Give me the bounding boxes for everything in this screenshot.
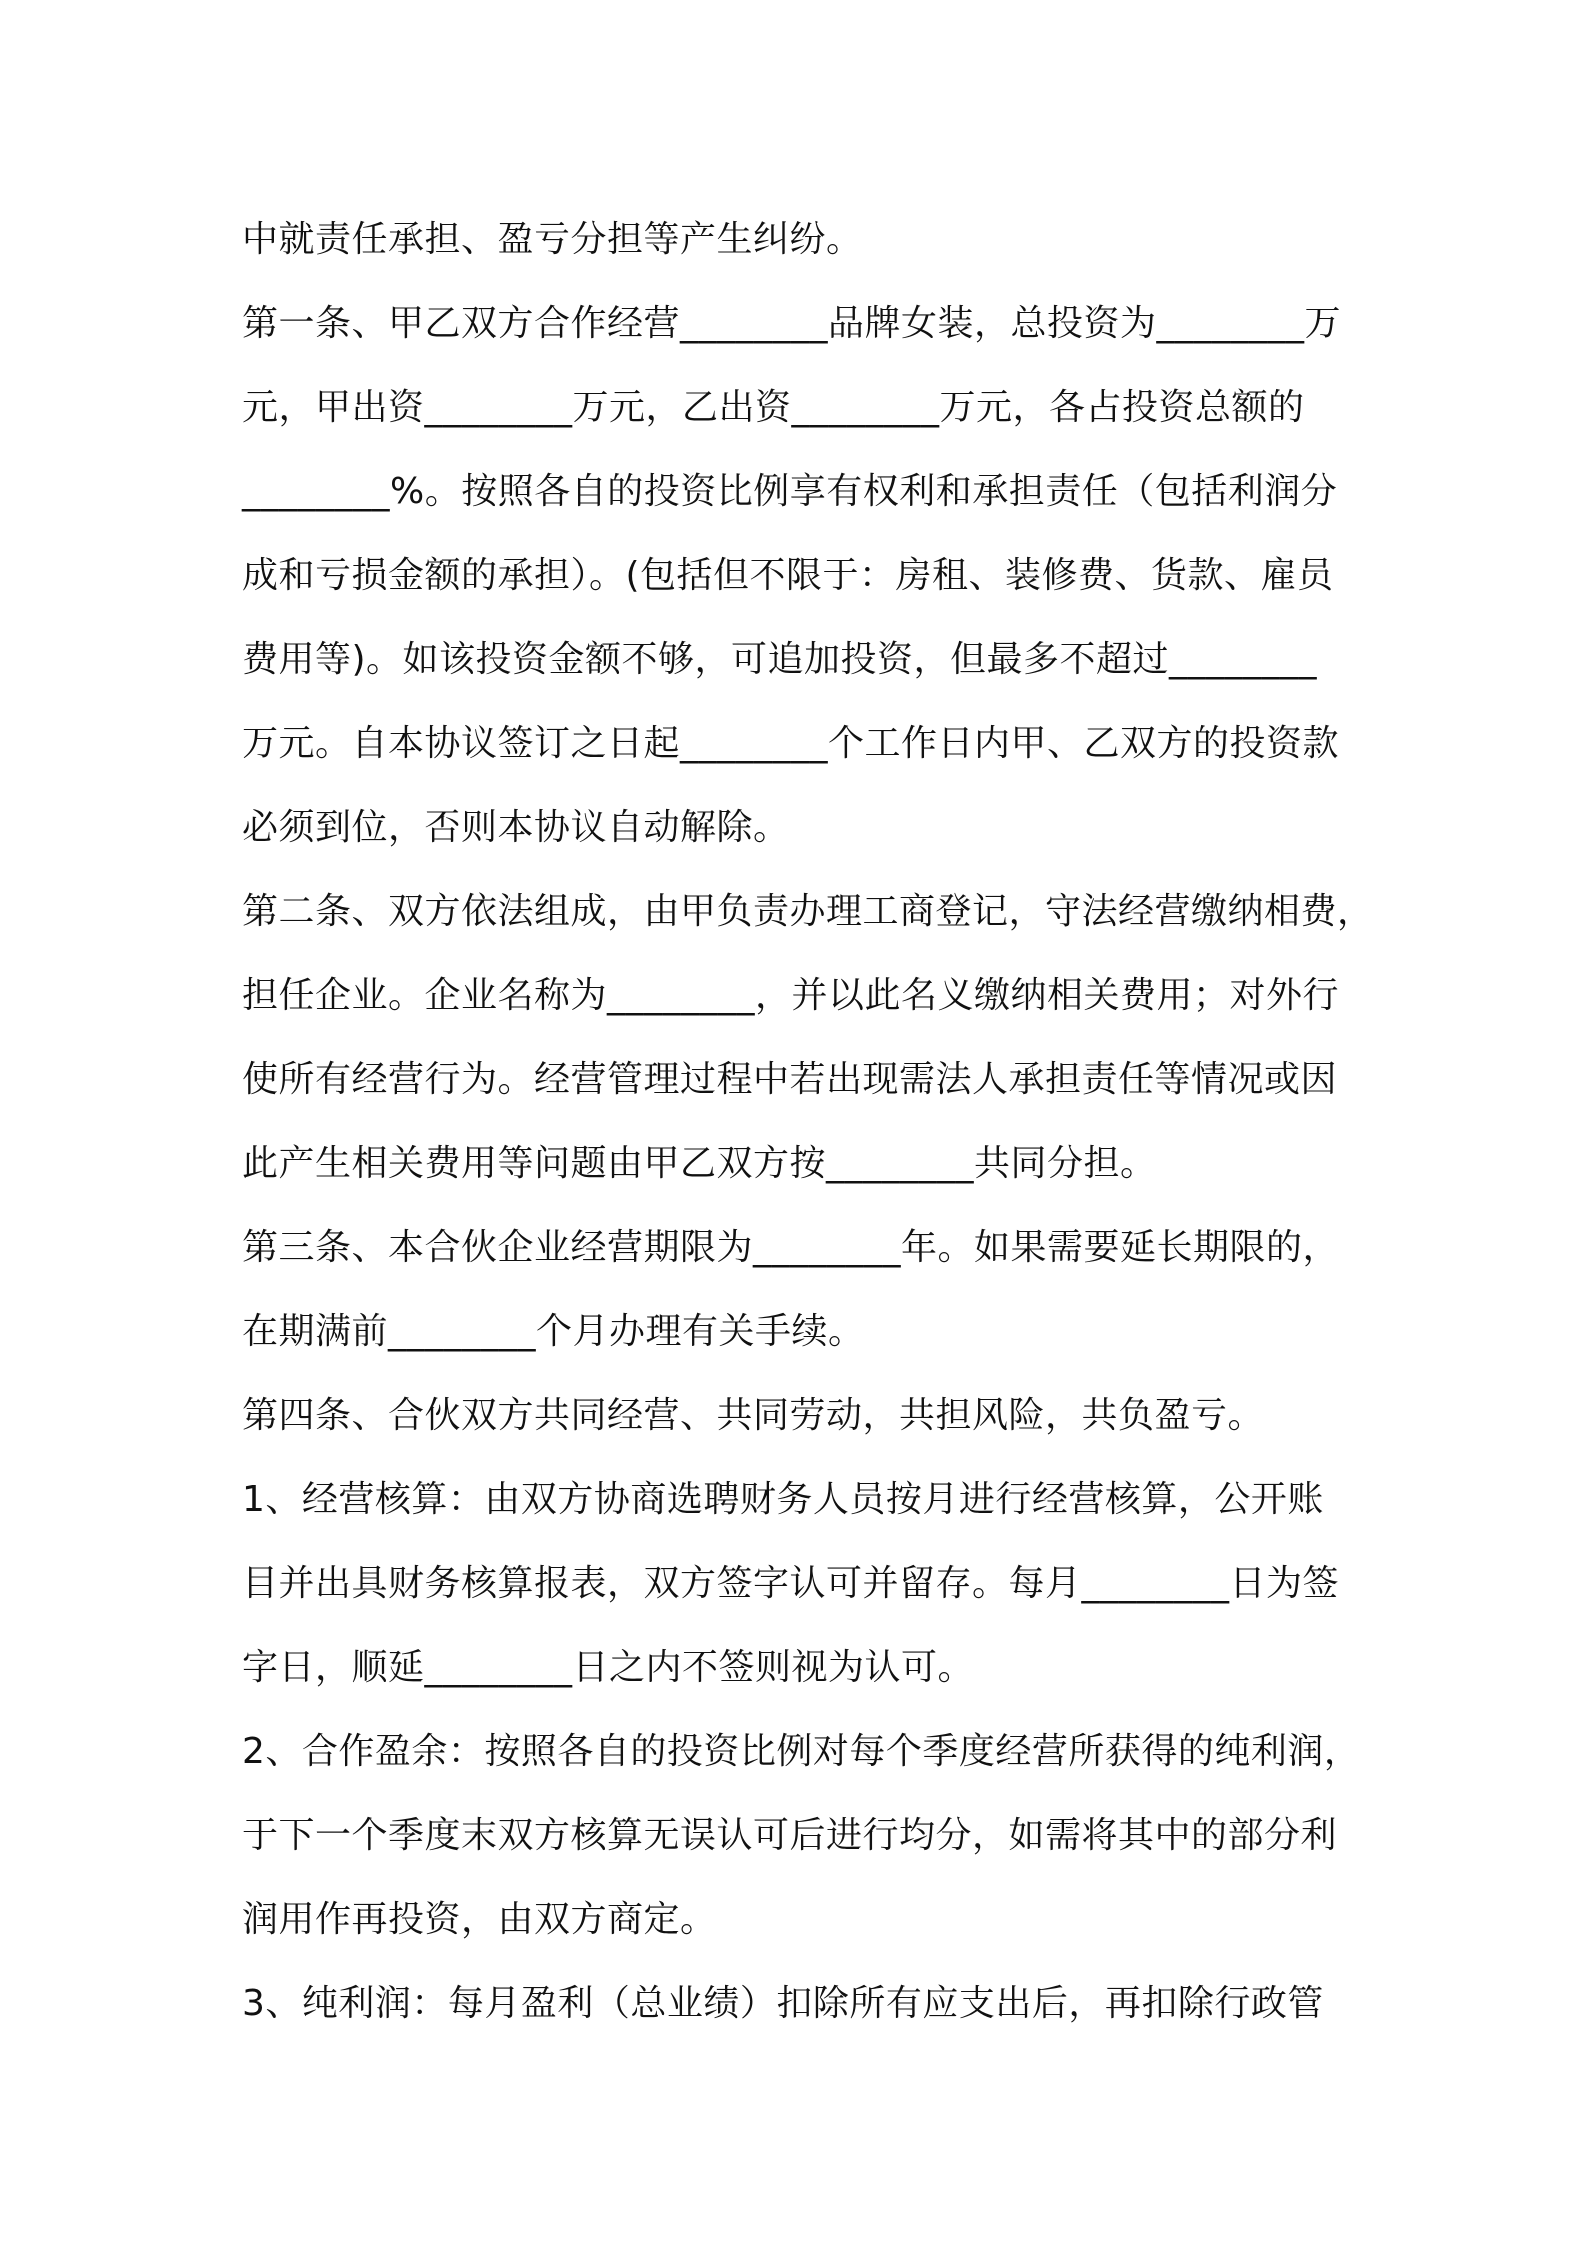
text-line: 成和亏损金额的承担）。(包括但不限于：房租、装修费、货款、雇员 — [242, 555, 1334, 596]
text-line: 在期满前________个月办理有关手续。 — [242, 1311, 865, 1352]
text-line: ________%。按照各自的投资比例享有权利和承担责任（包括利润分 — [242, 471, 1338, 512]
text-line: 费用等)。如该投资金额不够，可追加投资，但最多不超过________ — [242, 639, 1318, 680]
clause-2-line: 第二条、双方依法组成，由甲负责办理工商登记，守法经营缴纳相费， — [242, 891, 1374, 932]
clause-1-line: 第一条、甲乙双方合作经营________品牌女装，总投资为________万 — [242, 303, 1342, 344]
text-line: 中就责任承担、盈亏分担等产生纠纷。 — [242, 219, 863, 260]
text-line: 元，甲出资________万元，乙出资________万元，各占投资总额的 — [242, 387, 1305, 428]
document-body — [242, 198, 1374, 2046]
text-line: 目并出具财务核算报表，双方签字认可并留存。每月________日为签 — [242, 1563, 1340, 1604]
text-line: 万元。自本协议签订之日起________个工作日内甲、乙双方的投资款 — [242, 723, 1340, 764]
clause-3-line: 第三条、本合伙企业经营期限为________年。如果需要延长期限的， — [242, 1227, 1340, 1268]
item-2-line: 2、合作盈余：按照各自的投资比例对每个季度经营所获得的纯利润， — [242, 1731, 1361, 1772]
item-1-line: 1、经营核算：由双方协商选聘财务人员按月进行经营核算，公开账 — [242, 1479, 1324, 1520]
text-line: 此产生相关费用等问题由甲乙双方按________共同分担。 — [242, 1143, 1157, 1184]
text-line: 润用作再投资，由双方商定。 — [242, 1899, 717, 1940]
text-line: 担任企业。企业名称为________，并以此名义缴纳相关费用；对外行 — [242, 975, 1340, 1016]
text-line: 必须到位，否则本协议自动解除。 — [242, 807, 790, 848]
text-line: 使所有经营行为。经营管理过程中若出现需法人承担责任等情况或因 — [242, 1059, 1338, 1100]
text-line: 字日，顺延________日之内不签则视为认可。 — [242, 1647, 975, 1688]
item-3-line: 3、纯利润：每月盈利（总业绩）扣除所有应支出后，再扣除行政管 — [242, 1983, 1324, 2024]
clause-4-line: 第四条、合伙双方共同经营、共同劳动，共担风险，共负盈亏。 — [242, 1395, 1265, 1436]
text-line: 于下一个季度末双方核算无误认可后进行均分，如需将其中的部分利 — [242, 1815, 1338, 1856]
